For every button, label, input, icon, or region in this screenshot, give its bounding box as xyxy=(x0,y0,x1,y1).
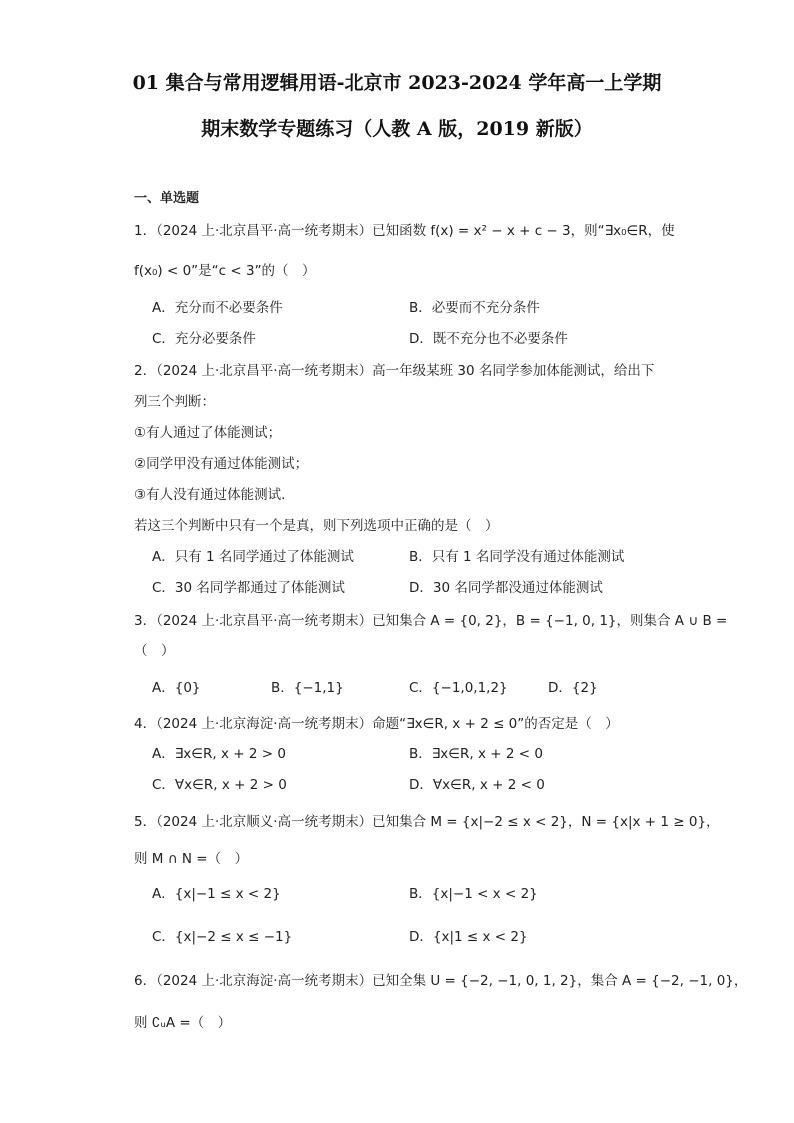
question-3-stem-line-1: 3．（2024 上·北京昌平·高一统考期末）已知集合 A = {0, 2}，B = {−1, 0, 1}，则集合 A ∪ B = xyxy=(134,613,728,629)
question-2-option-b: B．只有 1 名同学没有通过体能测试 xyxy=(409,549,625,565)
question-6-stem-line-1: 6．（2024 上·北京海淀·高一统考期末）已知全集 U = {−2, −1, 0, 1, 2}，集合 A = {−2, −1, 0}， xyxy=(134,973,748,989)
question-2-statement-1: ①有人通过了体能测试； xyxy=(134,425,282,441)
question-1-stem-line-2: f(x₀) < 0”是“c < 3”的（ ） xyxy=(134,263,316,279)
question-5-option-c: C．{x|−2 ≤ x ≤ −1} xyxy=(152,929,293,945)
document-title-line-1: 01 集合与常用逻辑用语-北京市 2023-2024 学年高一上学期 xyxy=(132,72,662,94)
question-4-option-c: C．∀x∈R, x + 2 > 0 xyxy=(152,777,287,793)
question-3-stem-line-2: （ ） xyxy=(134,643,175,659)
question-2-stem-line-2: 列三个判断： xyxy=(134,394,215,410)
question-1-option-a: A．充分而不必要条件 xyxy=(152,300,283,316)
question-5-option-d: D．{x|1 ≤ x < 2} xyxy=(409,929,528,945)
question-3-option-a: A．{0} xyxy=(152,680,201,696)
question-3-option-c: C．{−1,0,1,2} xyxy=(409,680,508,696)
question-2-stem-line-1: 2．（2024 上·北京昌平·高一统考期末）高一年级某班 30 名同学参加体能测试，给出下 xyxy=(134,363,655,379)
question-2-stem-line-3: 若这三个判断中只有一个是真，则下列选项中正确的是（ ） xyxy=(134,518,499,534)
question-1-option-d: D．既不充分也不必要条件 xyxy=(409,331,568,347)
question-2-option-a: A．只有 1 名同学通过了体能测试 xyxy=(152,549,354,565)
question-4-stem: 4．（2024 上·北京海淀·高一统考期末）命题“∃x∈R, x + 2 ≤ 0”的否定是（ ） xyxy=(134,716,619,732)
question-3-option-d: D．{2} xyxy=(548,680,598,696)
question-5-stem-line-2: 则 M ∩ N =（ ） xyxy=(134,851,249,867)
question-4-option-b: B．∃x∈R, x + 2 < 0 xyxy=(409,746,543,762)
question-4-option-d: D．∀x∈R, x + 2 < 0 xyxy=(409,777,545,793)
section-heading: 一、单选题 xyxy=(134,191,200,206)
question-2-option-c: C．30 名同学都通过了体能测试 xyxy=(152,580,345,596)
document-title-line-2: 期末数学专题练习（人教 A 版，2019 新版） xyxy=(201,118,593,140)
question-1-option-b: B．必要而不充分条件 xyxy=(409,300,540,316)
question-4-option-a: A．∃x∈R, x + 2 > 0 xyxy=(152,746,286,762)
question-1-stem-line-1: 1．（2024 上·北京昌平·高一统考期末）已知函数 f(x) = x² − x + c − 3，则“∃x₀∈R，使 xyxy=(134,223,675,239)
question-1-option-c: C．充分必要条件 xyxy=(152,331,256,347)
question-5-option-a: A．{x|−1 ≤ x < 2} xyxy=(152,886,281,902)
question-2-option-d: D．30 名同学都没通过体能测试 xyxy=(409,580,603,596)
question-3-option-b: B．{−1,1} xyxy=(271,680,344,696)
question-5-option-b: B．{x|−1 < x < 2} xyxy=(409,886,538,902)
question-2-statement-2: ②同学甲没有通过体能测试； xyxy=(134,456,309,472)
question-6-stem-line-2: 则 ∁ᵤA =（ ） xyxy=(134,1015,232,1031)
question-5-stem-line-1: 5．（2024 上·北京顺义·高一统考期末）已知集合 M = {x|−2 ≤ x < 2}，N = {x|x + 1 ≥ 0}， xyxy=(134,814,720,830)
question-2-statement-3: ③有人没有通过体能测试. xyxy=(134,487,286,503)
